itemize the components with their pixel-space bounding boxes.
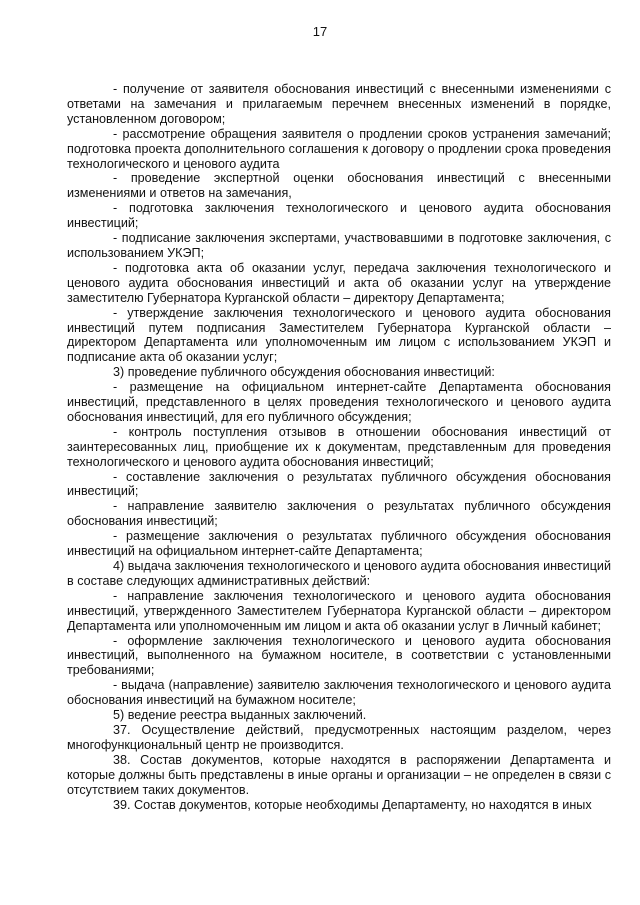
paragraph-1: - получение от заявителя обоснования инвестиций с внесенными изменениями с ответами на замечания и прилагаемым перечнем внесенных изменений в порядке, установленном договором;: [67, 82, 611, 126]
paragraph-16: - оформление заключения технологического и ценового аудита обоснования инвестиций, выполненного на бумажном носителе, в соответствии с установленными требованиями;: [67, 633, 611, 678]
document-body: [67, 82, 611, 812]
paragraph-7: - утверждение заключения технологического и ценового аудита обоснования инвестиций путем подписания Заместителем Губернатора Курганской области – директором Департамента или уполномоченным им лицом с использованием УКЭП и подписание акта об оказании услуг;: [67, 305, 611, 365]
paragraph-17: - выдача (направление) заявителю заключения технологического и ценового аудита обоснования инвестиций на бумажном носителе;: [67, 678, 611, 708]
paragraph-18: 5) ведение реестра выданных заключений.: [113, 708, 367, 723]
paragraph-2: - рассмотрение обращения заявителя о продлении сроков устранения замечаний; подготовка проекта дополнительного соглашения к договору о продлении срока проведения технологического и ценового аудита: [67, 126, 611, 171]
paragraph-8: 3) проведение публичного обсуждения обоснования инвестиций:: [113, 365, 495, 380]
paragraph-20: 38. Состав документов, которые находятся в распоряжении Департамента и которые должны быть представлены в иные органы и организации – не определен в связи с отсутствием таких документов.: [67, 752, 611, 797]
paragraph-19: 37. Осуществление действий, предусмотренных настоящим разделом, через многофункциональный центр не производится.: [67, 722, 611, 752]
paragraph-13: - размещение заключения о результатах публичного обсуждения обоснования инвестиций на официальном интернет-сайте Департамента;: [67, 529, 611, 559]
paragraph-5: - подписание заключения экспертами, участвовавшими в подготовке заключения, с использованием УКЭП;: [67, 231, 611, 260]
paragraph-9: - размещение на официальном интернет-сайте Департамента обоснования инвестиций, представленного в целях проведения технологического и ценового аудита обоснования инвестиций, для его публичного обсуждения;: [67, 380, 611, 424]
paragraph-21: 39. Состав документов, которые необходимы Департаменту, но находятся в иных: [113, 797, 592, 812]
paragraph-6: - подготовка акта об оказании услуг, передача заключения технологического и ценового аудита обоснования инвестиций и акта об оказании услуг на утверждение заместителю Губернатора Курганской области – директору Департамента;: [67, 260, 611, 305]
paragraph-14: 4) выдача заключения технологического и ценового аудита обоснования инвестиций в составе следующих административных действий:: [67, 559, 611, 588]
paragraph-15: - направление заключения технологического и ценового аудита обоснования инвестиций, утвержденного Заместителем Губернатора Курганской области – директором Департамента или уполномоченным им лицом и акта об оказании услуг в Личный кабинет;: [67, 588, 611, 633]
paragraph-11: - составление заключения о результатах публичного обсуждения обоснования инвестиций;: [67, 469, 611, 499]
paragraph-3: - проведение экспертной оценки обоснования инвестиций с внесенными изменениями и ответов на замечания,: [67, 171, 611, 201]
paragraph-12: - направление заявителю заключения о результатах публичного обсуждения обоснования инвестиций;: [67, 499, 611, 529]
paragraph-4: - подготовка заключения технологического и ценового аудита обоснования инвестиций;: [67, 201, 611, 231]
page-number: 17: [312, 24, 328, 39]
paragraph-10: - контроль поступления отзывов в отношении обоснования инвестиций от заинтересованных лиц, приобщение их к документам, представленным для проведения технологического и ценового аудита обоснования инвестиций;: [67, 424, 611, 469]
